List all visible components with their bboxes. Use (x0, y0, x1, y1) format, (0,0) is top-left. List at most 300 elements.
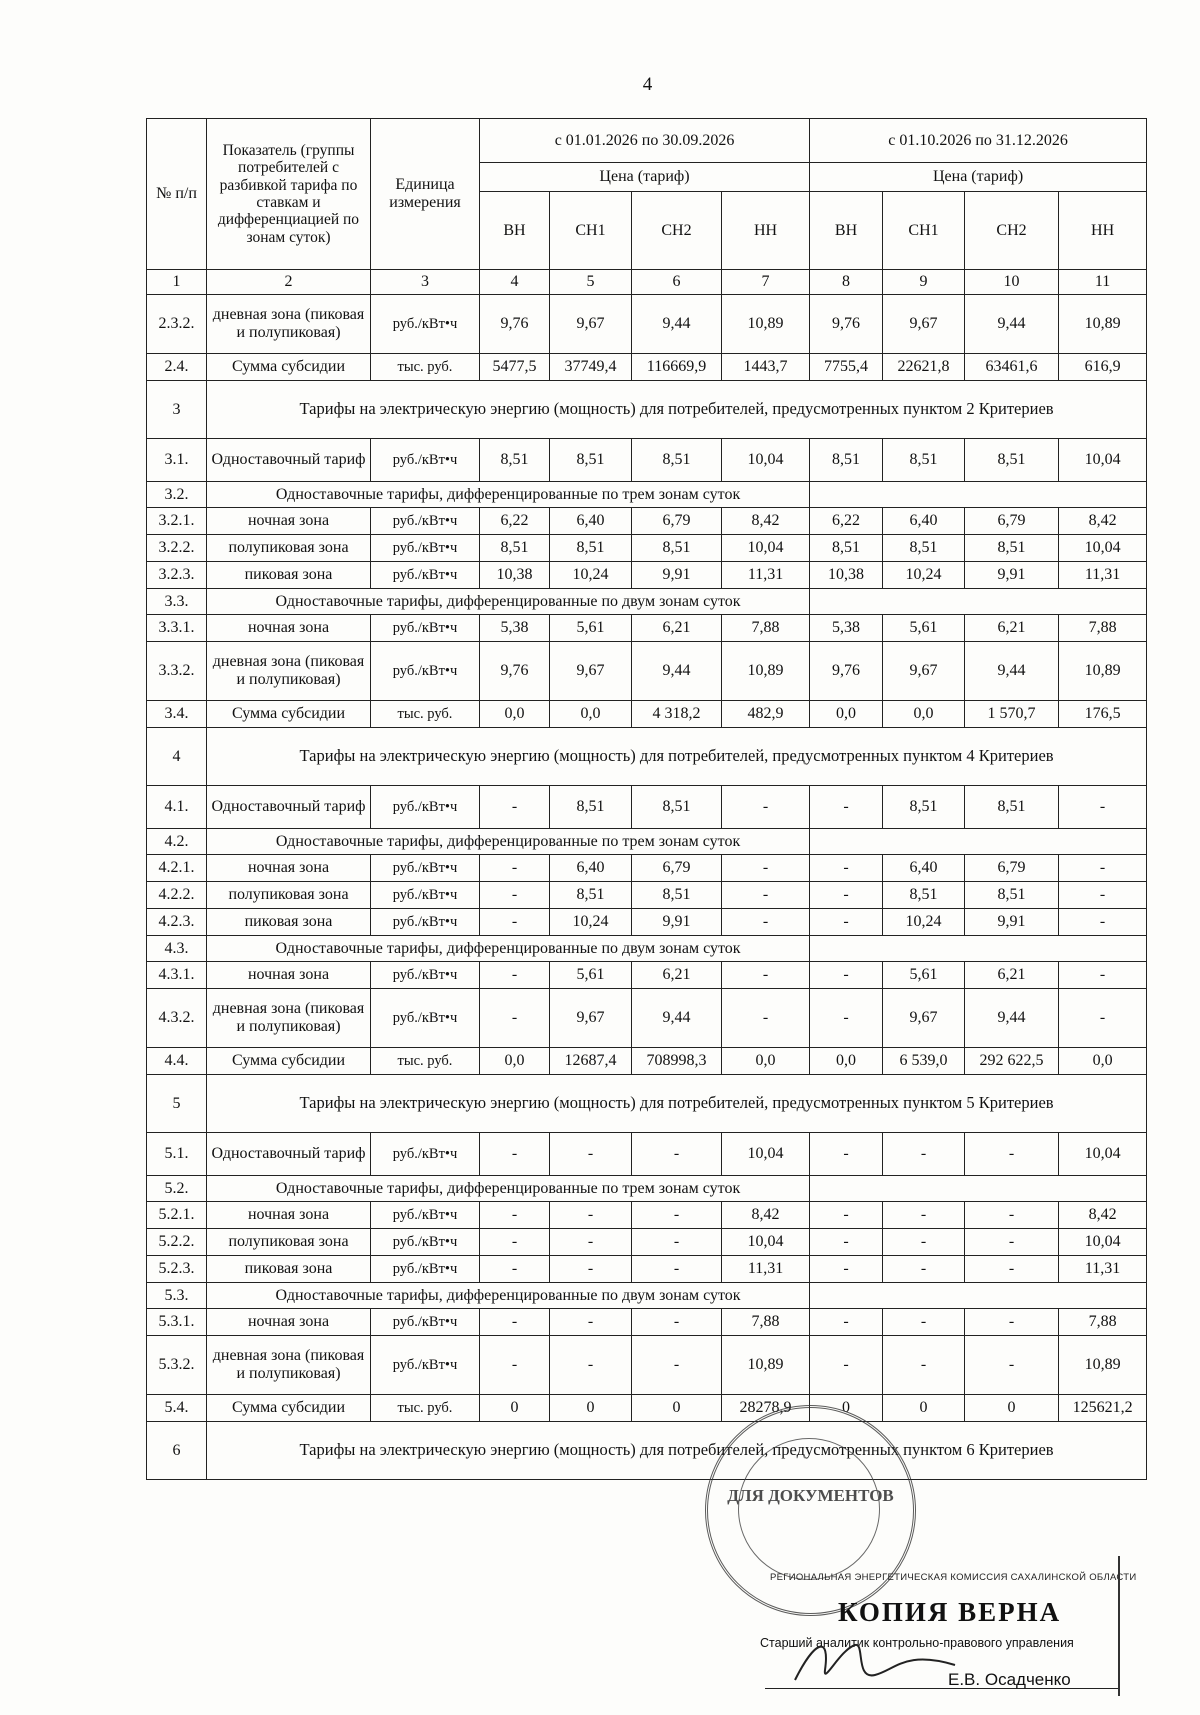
row-label: пиковая зона (207, 562, 371, 589)
row-label: Сумма субсидии (207, 701, 371, 728)
value-cell: - (480, 786, 550, 829)
value-cell: - (965, 1229, 1059, 1256)
row-label: полупиковая зона (207, 535, 371, 562)
value-cell: 1443,7 (722, 354, 810, 381)
row-unit: руб./кВт•ч (371, 962, 480, 989)
row-label: пиковая зона (207, 909, 371, 936)
row-number: 4.2.3. (147, 909, 207, 936)
header-level: ВН (480, 192, 550, 270)
row-label: Одноставочный тариф (207, 439, 371, 482)
row-number: 5.2. (147, 1176, 207, 1202)
value-cell: 1 570,7 (965, 701, 1059, 728)
table-row (147, 989, 1147, 1048)
value-cell: 8,42 (1059, 508, 1147, 535)
value-cell: 10,24 (550, 909, 632, 936)
group-title: Одноставочные тарифы, дифференцированные по трем зонам суток (207, 1176, 810, 1202)
value-cell: 6,21 (965, 615, 1059, 642)
value-cell: 6,21 (632, 615, 722, 642)
row-unit: руб./кВт•ч (371, 1229, 480, 1256)
certification-frame (1118, 1556, 1124, 1696)
value-cell: 8,51 (883, 439, 965, 482)
row-number: 3.3.2. (147, 642, 207, 701)
value-cell: - (722, 882, 810, 909)
value-cell: - (810, 786, 883, 829)
value-cell: 37749,4 (550, 354, 632, 381)
value-cell: 9,67 (550, 989, 632, 1048)
header-period-2: с 01.10.2026 по 31.12.2026 (810, 119, 1147, 163)
empty-cell (810, 589, 1147, 615)
table-row (147, 508, 1147, 535)
value-cell: - (883, 1256, 965, 1283)
value-cell: 616,9 (1059, 354, 1147, 381)
value-cell: 0 (883, 1395, 965, 1422)
group-title: Одноставочные тарифы, дифференцированные по трем зонам суток (207, 482, 810, 508)
value-cell: 10,38 (480, 562, 550, 589)
group-title: Одноставочные тарифы, дифференцированные по трем зонам суток (207, 829, 810, 855)
row-unit: руб./кВт•ч (371, 562, 480, 589)
group-title: Одноставочные тарифы, дифференцированные по двум зонам суток (207, 589, 810, 615)
column-number: 4 (480, 270, 550, 295)
header-level: СН1 (550, 192, 632, 270)
group-title: Одноставочные тарифы, дифференцированные по двум зонам суток (207, 1283, 810, 1309)
value-cell: 8,51 (480, 535, 550, 562)
value-cell: 8,51 (632, 439, 722, 482)
row-number: 4.2.1. (147, 855, 207, 882)
row-unit: руб./кВт•ч (371, 1202, 480, 1229)
value-cell: 9,76 (810, 642, 883, 701)
value-cell: - (810, 1202, 883, 1229)
column-number: 11 (1059, 270, 1147, 295)
row-unit: руб./кВт•ч (371, 786, 480, 829)
table-row (147, 855, 1147, 882)
value-cell: 9,44 (632, 295, 722, 354)
value-cell: 5,38 (810, 615, 883, 642)
value-cell: - (722, 786, 810, 829)
row-number: 3.2.2. (147, 535, 207, 562)
value-cell: 5477,5 (480, 354, 550, 381)
row-label: Сумма субсидии (207, 1048, 371, 1075)
row-label: дневная зона (пиковая и полупиковая) (207, 642, 371, 701)
value-cell: 8,42 (1059, 1202, 1147, 1229)
value-cell: 7,88 (722, 615, 810, 642)
row-number: 5.3.1. (147, 1309, 207, 1336)
value-cell: 9,67 (883, 642, 965, 701)
row-unit: руб./кВт•ч (371, 295, 480, 354)
value-cell: - (810, 909, 883, 936)
value-cell: 8,51 (550, 439, 632, 482)
value-cell: 0 (550, 1395, 632, 1422)
value-cell: 11,31 (1059, 562, 1147, 589)
row-number: 2.3.2. (147, 295, 207, 354)
value-cell: 9,44 (965, 642, 1059, 701)
value-cell: - (550, 1229, 632, 1256)
table-row (147, 882, 1147, 909)
section-number: 3 (147, 381, 207, 439)
table-row (147, 1336, 1147, 1395)
value-cell: 9,91 (965, 562, 1059, 589)
value-cell: - (550, 1256, 632, 1283)
value-cell: 11,31 (1059, 1256, 1147, 1283)
column-number: 2 (207, 270, 371, 295)
table-row (147, 562, 1147, 589)
value-cell: - (1059, 962, 1147, 989)
value-cell: 8,51 (965, 535, 1059, 562)
value-cell: - (1059, 989, 1147, 1048)
row-unit: тыс. руб. (371, 1395, 480, 1422)
row-number: 5.2.2. (147, 1229, 207, 1256)
value-cell: - (550, 1202, 632, 1229)
value-cell: - (810, 1256, 883, 1283)
table-row (147, 354, 1147, 381)
table-row (147, 1395, 1147, 1422)
value-cell: 292 622,5 (965, 1048, 1059, 1075)
value-cell: 9,91 (632, 909, 722, 936)
column-number: 8 (810, 270, 883, 295)
row-label: ночная зона (207, 615, 371, 642)
row-unit: руб./кВт•ч (371, 1256, 480, 1283)
row-unit: руб./кВт•ч (371, 535, 480, 562)
value-cell: - (722, 989, 810, 1048)
group-row (147, 482, 1147, 508)
value-cell: - (965, 1309, 1059, 1336)
empty-cell (810, 936, 1147, 962)
column-number: 5 (550, 270, 632, 295)
value-cell: - (883, 1202, 965, 1229)
row-label: ночная зона (207, 1202, 371, 1229)
row-unit: тыс. руб. (371, 354, 480, 381)
value-cell: - (550, 1309, 632, 1336)
table-row (147, 642, 1147, 701)
value-cell: - (810, 1309, 883, 1336)
value-cell: 8,51 (965, 882, 1059, 909)
row-unit: руб./кВт•ч (371, 909, 480, 936)
value-cell: 5,61 (550, 962, 632, 989)
group-row (147, 936, 1147, 962)
row-number: 3.2. (147, 482, 207, 508)
header-num: № п/п (147, 119, 207, 270)
value-cell: - (632, 1256, 722, 1283)
value-cell: 10,89 (722, 642, 810, 701)
value-cell: 0 (632, 1395, 722, 1422)
value-cell: - (1059, 909, 1147, 936)
group-row (147, 1283, 1147, 1309)
header-unit: Единица измерения (371, 119, 480, 270)
value-cell: 482,9 (722, 701, 810, 728)
value-cell: 116669,9 (632, 354, 722, 381)
value-cell: 6,79 (632, 508, 722, 535)
row-unit: руб./кВт•ч (371, 615, 480, 642)
table-row (147, 295, 1147, 354)
value-cell: - (883, 1229, 965, 1256)
value-cell: 10,89 (1059, 1336, 1147, 1395)
value-cell: - (1059, 855, 1147, 882)
value-cell: 10,24 (883, 909, 965, 936)
value-cell: 8,51 (883, 535, 965, 562)
value-cell: 10,04 (1059, 535, 1147, 562)
section-number: 5 (147, 1075, 207, 1133)
value-cell: - (632, 1309, 722, 1336)
row-number: 3.2.1. (147, 508, 207, 535)
row-label: Одноставочный тариф (207, 1133, 371, 1176)
value-cell: - (480, 1309, 550, 1336)
header-indicator: Показатель (группы потребителей с разбивкой тарифа по ставкам и дифференциацией по зонам суток) (207, 119, 371, 270)
value-cell: 0,0 (810, 701, 883, 728)
section-title: Тарифы на электрическую энергию (мощность) для потребителей, предусмотренных пунктом 4 Критериев (207, 728, 1147, 786)
value-cell: 0,0 (810, 1048, 883, 1075)
value-cell: 9,91 (632, 562, 722, 589)
header-price-2: Цена (тариф) (810, 163, 1147, 192)
header-level: НН (1059, 192, 1147, 270)
table-row (147, 615, 1147, 642)
section-title: Тарифы на электрическую энергию (мощность) для потребителей, предусмотренных пунктом 5 Критериев (207, 1075, 1147, 1133)
table-row (147, 1309, 1147, 1336)
table-header (147, 119, 1147, 295)
value-cell: 9,76 (480, 295, 550, 354)
value-cell: - (810, 1229, 883, 1256)
value-cell: 5,61 (883, 615, 965, 642)
value-cell: - (632, 1202, 722, 1229)
column-number: 3 (371, 270, 480, 295)
certification-role: Старший аналитик контрольно-правового управления (760, 1636, 1074, 1650)
value-cell: - (810, 989, 883, 1048)
value-cell: - (1059, 882, 1147, 909)
row-label: ночная зона (207, 1309, 371, 1336)
row-label: Сумма субсидии (207, 1395, 371, 1422)
value-cell: 10,89 (722, 1336, 810, 1395)
value-cell: - (883, 1309, 965, 1336)
value-cell: 7,88 (1059, 1309, 1147, 1336)
value-cell: - (550, 1133, 632, 1176)
row-label: полупиковая зона (207, 1229, 371, 1256)
table-row (147, 1256, 1147, 1283)
header-period-1: с 01.01.2026 по 30.09.2026 (480, 119, 810, 163)
value-cell: 0 (810, 1395, 883, 1422)
value-cell: 10,04 (722, 1133, 810, 1176)
value-cell: 6,79 (632, 855, 722, 882)
row-unit: тыс. руб. (371, 701, 480, 728)
row-unit: руб./кВт•ч (371, 882, 480, 909)
value-cell: 12687,4 (550, 1048, 632, 1075)
value-cell: 8,51 (965, 786, 1059, 829)
row-number: 3.1. (147, 439, 207, 482)
value-cell: 0,0 (883, 701, 965, 728)
value-cell: 8,51 (810, 439, 883, 482)
row-unit: руб./кВт•ч (371, 439, 480, 482)
table-row (147, 701, 1147, 728)
header-price-1: Цена (тариф) (480, 163, 810, 192)
row-number: 4.4. (147, 1048, 207, 1075)
section-title: Тарифы на электрическую энергию (мощность) для потребителей, предусмотренных пунктом 6 Критериев (207, 1422, 1147, 1480)
table-row (147, 535, 1147, 562)
row-number: 3.2.3. (147, 562, 207, 589)
value-cell: 8,51 (480, 439, 550, 482)
row-number: 4.1. (147, 786, 207, 829)
table-row (147, 1048, 1147, 1075)
row-number: 5.1. (147, 1133, 207, 1176)
value-cell: 9,44 (632, 989, 722, 1048)
value-cell: 10,38 (810, 562, 883, 589)
section-row (147, 381, 1147, 439)
empty-cell (810, 829, 1147, 855)
row-label: Одноставочный тариф (207, 786, 371, 829)
value-cell: 8,51 (883, 786, 965, 829)
value-cell: 8,42 (722, 508, 810, 535)
value-cell: 9,67 (550, 642, 632, 701)
value-cell: 8,51 (550, 786, 632, 829)
handwritten-signature (785, 1630, 965, 1690)
seal-inner-ring (738, 1438, 880, 1580)
value-cell: 8,42 (722, 1202, 810, 1229)
value-cell: 8,51 (550, 535, 632, 562)
value-cell: 4 318,2 (632, 701, 722, 728)
value-cell: 11,31 (722, 1256, 810, 1283)
row-number: 4.2.2. (147, 882, 207, 909)
row-number: 5.2.1. (147, 1202, 207, 1229)
value-cell: 708998,3 (632, 1048, 722, 1075)
row-unit: руб./кВт•ч (371, 642, 480, 701)
row-label: ночная зона (207, 962, 371, 989)
value-cell: 11,31 (722, 562, 810, 589)
empty-cell (810, 1283, 1147, 1309)
value-cell: 6 539,0 (883, 1048, 965, 1075)
value-cell: - (480, 882, 550, 909)
value-cell: - (632, 1336, 722, 1395)
table-row (147, 962, 1147, 989)
row-label: дневная зона (пиковая и полупиковая) (207, 989, 371, 1048)
value-cell: 5,61 (883, 962, 965, 989)
value-cell: 9,44 (965, 989, 1059, 1048)
row-label: дневная зона (пиковая и полупиковая) (207, 1336, 371, 1395)
table-row (147, 909, 1147, 936)
value-cell: 10,04 (722, 439, 810, 482)
value-cell: - (883, 1133, 965, 1176)
value-cell: 9,76 (480, 642, 550, 701)
value-cell: - (480, 1229, 550, 1256)
value-cell: - (480, 1133, 550, 1176)
value-cell: 8,51 (883, 882, 965, 909)
table-row (147, 786, 1147, 829)
value-cell: 6,21 (965, 962, 1059, 989)
value-cell: 6,22 (480, 508, 550, 535)
value-cell: 9,76 (810, 295, 883, 354)
value-cell: 10,89 (722, 295, 810, 354)
value-cell: - (810, 855, 883, 882)
row-unit: руб./кВт•ч (371, 1336, 480, 1395)
value-cell: - (722, 855, 810, 882)
value-cell: - (965, 1256, 1059, 1283)
value-cell: 176,5 (1059, 701, 1147, 728)
value-cell: 10,04 (722, 535, 810, 562)
certification-title: КОПИЯ ВЕРНА (838, 1597, 1062, 1627)
value-cell: 10,04 (1059, 439, 1147, 482)
row-number: 5.4. (147, 1395, 207, 1422)
value-cell: 0,0 (480, 701, 550, 728)
value-cell: - (632, 1133, 722, 1176)
value-cell: - (722, 962, 810, 989)
column-number: 1 (147, 270, 207, 295)
column-number: 7 (722, 270, 810, 295)
table-row (147, 439, 1147, 482)
value-cell: 7,88 (722, 1309, 810, 1336)
header-level: СН2 (632, 192, 722, 270)
tariff-table (146, 118, 1147, 1480)
row-number: 4.3.2. (147, 989, 207, 1048)
value-cell: 10,04 (1059, 1229, 1147, 1256)
value-cell: 6,40 (550, 508, 632, 535)
row-unit: тыс. руб. (371, 1048, 480, 1075)
row-label: дневная зона (пиковая и полупиковая) (207, 295, 371, 354)
row-number: 4.2. (147, 829, 207, 855)
row-number: 3.4. (147, 701, 207, 728)
value-cell: 0 (480, 1395, 550, 1422)
table-body (147, 295, 1147, 1480)
value-cell: 10,04 (722, 1229, 810, 1256)
value-cell: 6,40 (550, 855, 632, 882)
table-row (147, 1229, 1147, 1256)
row-label: полупиковая зона (207, 882, 371, 909)
section-row (147, 728, 1147, 786)
row-unit: руб./кВт•ч (371, 989, 480, 1048)
value-cell: 9,44 (965, 295, 1059, 354)
value-cell: - (965, 1133, 1059, 1176)
table-row (147, 1202, 1147, 1229)
value-cell: - (810, 1336, 883, 1395)
row-number: 4.3. (147, 936, 207, 962)
section-number: 4 (147, 728, 207, 786)
value-cell: 6,40 (883, 508, 965, 535)
value-cell: 0,0 (480, 1048, 550, 1075)
column-number-row (147, 270, 1147, 295)
group-row (147, 1176, 1147, 1202)
value-cell: - (810, 882, 883, 909)
value-cell: 5,61 (550, 615, 632, 642)
page-number: 4 (642, 74, 653, 95)
row-number: 3.3.1. (147, 615, 207, 642)
value-cell: - (810, 962, 883, 989)
value-cell: 6,79 (965, 855, 1059, 882)
value-cell: 0,0 (1059, 1048, 1147, 1075)
seal-text: ДЛЯ ДОКУМЕНТОВ (727, 1486, 894, 1505)
value-cell: 10,24 (550, 562, 632, 589)
value-cell: - (480, 909, 550, 936)
row-number: 5.3.2. (147, 1336, 207, 1395)
row-unit: руб./кВт•ч (371, 1133, 480, 1176)
value-cell: 0,0 (550, 701, 632, 728)
group-title: Одноставочные тарифы, дифференцированные по двум зонам суток (207, 936, 810, 962)
empty-cell (810, 482, 1147, 508)
value-cell: - (883, 1336, 965, 1395)
row-label: ночная зона (207, 855, 371, 882)
group-row (147, 589, 1147, 615)
value-cell: - (480, 1256, 550, 1283)
section-row (147, 1422, 1147, 1480)
value-cell: 9,44 (632, 642, 722, 701)
value-cell: 9,67 (550, 295, 632, 354)
row-unit: руб./кВт•ч (371, 1309, 480, 1336)
value-cell: 0,0 (722, 1048, 810, 1075)
row-number: 4.3.1. (147, 962, 207, 989)
value-cell: 6,22 (810, 508, 883, 535)
value-cell: - (480, 855, 550, 882)
section-row (147, 1075, 1147, 1133)
value-cell: 22621,8 (883, 354, 965, 381)
certification-org: РЕГИОНАЛЬНАЯ ЭНЕРГЕТИЧЕСКАЯ КОМИССИЯ САХАЛИНСКОЙ ОБЛАСТИ (770, 1572, 1137, 1583)
row-label: пиковая зона (207, 1256, 371, 1283)
row-number: 3.3. (147, 589, 207, 615)
value-cell: 8,51 (632, 786, 722, 829)
value-cell: 9,91 (965, 909, 1059, 936)
value-cell: 8,51 (632, 882, 722, 909)
